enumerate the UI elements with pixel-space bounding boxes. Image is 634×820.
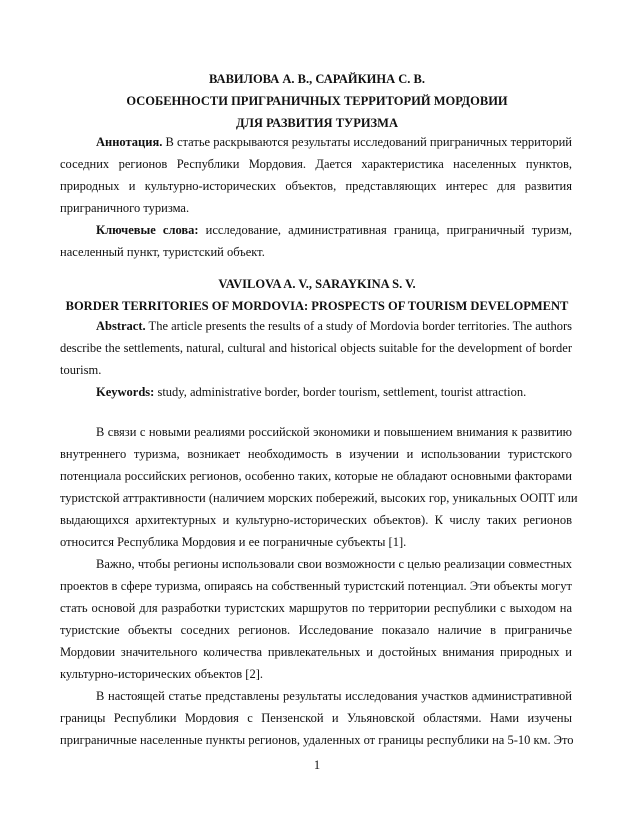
body-line: туристские объекты соседних регионов. Исследование показало наличие в приграничье bbox=[60, 623, 572, 637]
ru-abstract-label: Аннотация. bbox=[96, 135, 163, 149]
ru-abstract-line: приграничного туризма. bbox=[60, 201, 190, 215]
ru-keywords-label: Ключевые слова: bbox=[96, 223, 199, 237]
body-line: культурно-исторических объектов [2]. bbox=[60, 667, 264, 681]
body-line: стать основой для разработки туристских маршрутов по территории республики с выходом на bbox=[60, 601, 572, 615]
en-keywords-label: Keywords: bbox=[96, 385, 155, 399]
body-line: Мордовии значительного количества привлекательных и достойных внимания природных и bbox=[60, 645, 572, 659]
ru-title-line-1: ОСОБЕННОСТИ ПРИГРАНИЧНЫХ ТЕРРИТОРИЙ МОРДОВИИ bbox=[126, 94, 508, 108]
body-line: приграничные населенные пункты регионов, удаленных от границы республики на 5-10 км. Это bbox=[60, 733, 574, 747]
en-abstract-line: describe the settlements, natural, cultural and historical objects suitable for the development of border bbox=[60, 341, 572, 355]
ru-abstract-line: Аннотация. В статье раскрываются результаты исследований приграничных территорий bbox=[96, 135, 572, 149]
ru-abstract-line: природных и культурно-исторических объектов, представляющих интерес для развития bbox=[60, 179, 572, 193]
body-line: В настоящей статье представлены результаты исследования участков административной bbox=[96, 689, 572, 703]
en-abstract-line: tourism. bbox=[60, 363, 102, 377]
body-line: Важно, чтобы регионы использовали свои возможности с целью реализации совместных bbox=[96, 557, 572, 571]
page-number: 1 bbox=[313, 758, 321, 772]
body-line: проектов в сфере туризма, опираясь на собственный туристский потенциал. Эти объекты могут bbox=[60, 579, 572, 593]
body-line: относится Республика Мордовия и ее пограничные субъекты [1]. bbox=[60, 535, 407, 549]
ru-keywords-line: населенный пункт, туристский объект. bbox=[60, 245, 265, 259]
body-line: внутреннего туризма, возникает необходимость в изучении и использовании туристского bbox=[60, 447, 572, 461]
body-line: В связи с новыми реалиями российской экономики и повышением внимания к развитию bbox=[96, 425, 572, 439]
en-abstract-line: Abstract. The article presents the results of a study of Mordovia border territories. The authors bbox=[96, 319, 572, 333]
en-title: BORDER TERRITORIES OF MORDOVIA: PROSPECTS OF TOURISM DEVELOPMENT bbox=[65, 299, 569, 313]
body-line: выдающихся архитектурных и культурно-исторических объектов). К числу таких регионов bbox=[60, 513, 572, 527]
ru-title-line-2: ДЛЯ РАЗВИТИЯ ТУРИЗМА bbox=[236, 116, 398, 130]
body-line: туристской аттрактивности (наличием морских побережий, высоких гор, уникальных ООПТ или bbox=[60, 491, 578, 505]
ru-abstract-line: соседних регионов Республики Мордовия. Дается характеристика населенных пунктов, bbox=[60, 157, 572, 171]
ru-authors: ВАВИЛОВА А. В., САРАЙКИНА С. В. bbox=[209, 72, 425, 86]
ru-keywords-line: Ключевые слова: исследование, административная граница, приграничный туризм, bbox=[96, 223, 572, 237]
body-line: границы Республики Мордовия с Пензенской и Ульяновской областями. Нами изучены bbox=[60, 711, 572, 725]
en-keywords-line: Keywords: study, administrative border, border tourism, settlement, tourist attraction. bbox=[96, 385, 527, 399]
en-authors: VAVILOVA A. V., SARAYKINA S. V. bbox=[218, 277, 416, 291]
body-line: потенциала российских регионов, особенно таких, которые не обладают основными факторами bbox=[60, 469, 572, 483]
en-abstract-label: Abstract. bbox=[96, 319, 146, 333]
